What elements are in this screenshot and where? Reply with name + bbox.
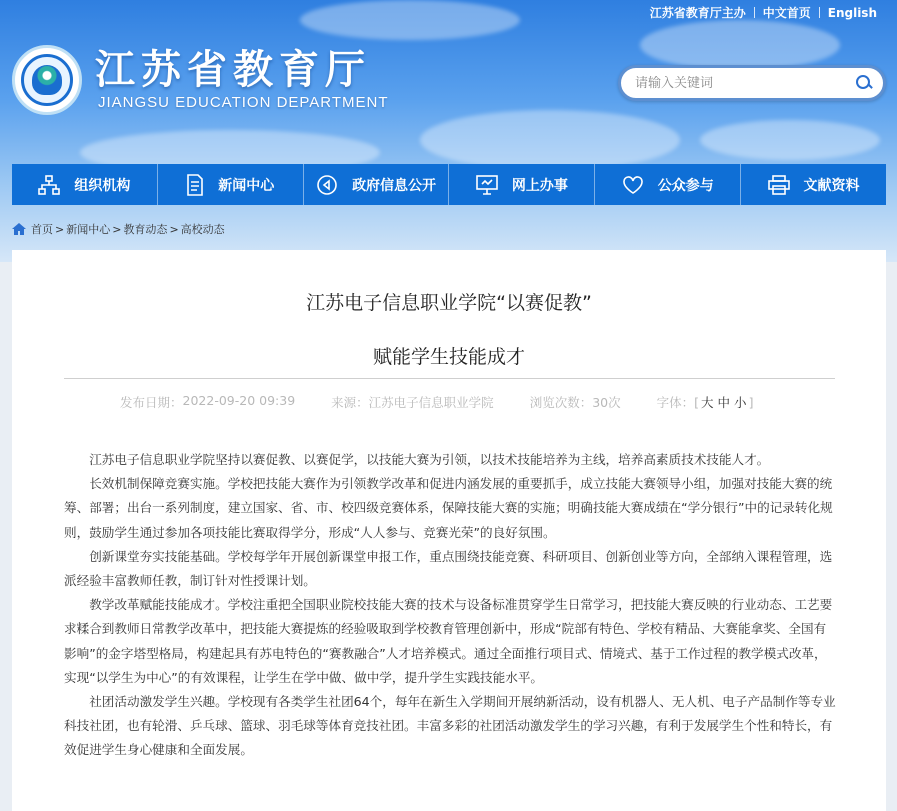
font-label: 字体：: [656, 395, 695, 410]
breadcrumb-university-news[interactable]: 高校动态: [180, 223, 225, 236]
nav-label: 政府信息公开: [352, 177, 437, 194]
home-icon: [12, 223, 26, 235]
document-icon: [186, 174, 204, 196]
logo-emblem-icon: [21, 54, 73, 106]
nav-item-gov-info[interactable]: [304, 164, 450, 205]
breadcrumb-news-center[interactable]: 新闻中心: [66, 223, 111, 236]
main-nav: [12, 164, 886, 205]
breadcrumb-separator: >: [169, 222, 179, 236]
breadcrumb-education-news[interactable]: 教育动态: [123, 223, 168, 236]
search-box: [618, 65, 886, 101]
article-paragraph: 教学改革赋能技能成才。学校注重把全国职业院校技能大赛的技术与设备标准贯穿学生日常学习，把技能大赛反映的行业动态、工艺要求糅合到教师日常教学改革中，把技能大赛提炼的经验吸取到学校教育管理创新中，形成“院部有特色、学校有精品、大赛能拿奖、全国有影响”的金字塔型格局，构建起具有苏电特色的“赛教融合”人才培养模式。通过全面推行项目式、情境式、基于工作过程的教学模式改革，实现“以学生为中心”的有效课程，让学生在学中做、做中学，提升学生实践技能水平。: [64, 597, 833, 685]
article-paragraph: 长效机制保障竞赛实施。学校把技能大赛作为引领教学改革和促进内涵发展的重要抓手，成立技能大赛领导小组，加强对技能大赛的统筹、部署；出台一系列制度，建立国家、省、市、校四级竞赛体系，保障技能大赛的实施；明确技能大赛成绩在“学分银行”中的记录转化规则，鼓励学生通过参加各项技能比赛取得学分，形成“人人参与、竞赛光荣”的良好氛围。: [64, 476, 833, 540]
publish-date: 2022-09-20 09:39: [182, 393, 296, 408]
article-meta: [120, 393, 753, 411]
host-link[interactable]: 江苏省教育厅主办: [649, 6, 746, 20]
site-title[interactable]: 江苏省教育厅: [95, 47, 371, 93]
article-paragraph: 江苏电子信息职业学院坚持以赛促教、以赛促学，以技能大赛为引领，以技术技能培养为主线，培养高素质技术技能人才。: [89, 452, 770, 467]
nav-item-online-service[interactable]: [449, 164, 595, 205]
font-small-button[interactable]: 小: [734, 395, 747, 410]
nav-item-public-participation[interactable]: [595, 164, 741, 205]
article-paragraph: 社团活动激发学生兴趣。学校现有各类学生社团64个，每年在新生入学期间开展纳新活动，设有机器人、无人机、电子产品制作等专业科技社团，也有轮滑、乒乓球、篮球、羽毛球等体育竞技社团。丰富多彩的社团活动激发学生的学习兴趣，有利于发展学生个性和特长，有效促进学生身心健康和全面发展。: [64, 694, 836, 758]
breadcrumb-home[interactable]: 首页: [31, 223, 53, 236]
nav-label: 网上办事: [511, 177, 568, 194]
title-divider: [64, 378, 835, 379]
article-title-line1: 江苏电子信息职业学院“以赛促教”: [306, 292, 592, 314]
source-label: 来源：: [331, 395, 369, 410]
nav-item-news[interactable]: [158, 164, 304, 205]
font-large-button[interactable]: 大: [701, 395, 714, 410]
breadcrumb: [12, 221, 227, 237]
org-chart-icon: [38, 175, 60, 195]
font-medium-button[interactable]: 中: [717, 395, 731, 410]
monitor-icon: [476, 175, 498, 195]
chinese-home-link[interactable]: 中文首页: [762, 6, 811, 20]
breadcrumb-separator: >: [55, 222, 65, 236]
search-icon[interactable]: [855, 74, 873, 92]
megaphone-icon: [316, 174, 338, 196]
article-container: [12, 250, 886, 811]
views-label: 浏览次数：: [529, 395, 593, 410]
date-label: 发布日期：: [120, 395, 183, 410]
heart-icon: [622, 175, 644, 195]
nav-label: 文献资料: [803, 177, 860, 194]
view-count: 30次: [592, 395, 621, 410]
english-link[interactable]: English: [827, 5, 877, 20]
breadcrumb-separator: >: [112, 222, 122, 236]
search-input[interactable]: [635, 76, 855, 91]
article-source: 江苏电子信息职业学院: [368, 395, 494, 410]
nav-item-documents[interactable]: [741, 164, 886, 205]
site-title-english: JIANGSU EDUCATION DEPARTMENT: [98, 94, 389, 111]
font-size-control: 字体：[ 大 中 小 ]: [656, 395, 754, 410]
nav-label: 公众参与: [657, 177, 714, 194]
article-body: [64, 448, 838, 763]
article-title-line2: 赋能学生技能成才: [372, 346, 525, 368]
nav-label: 组织机构: [74, 177, 131, 194]
nav-label: 新闻中心: [218, 177, 275, 194]
top-links: [642, 4, 885, 21]
nav-item-organization[interactable]: [12, 164, 158, 205]
article-paragraph: 创新课堂夯实技能基础。学校每学年开展创新课堂申报工作，重点围绕技能竞赛、科研项目、创新创业等方向，全部纳入课程管理，选派经验丰富教师任教，制订针对性授课计划。: [64, 548, 833, 589]
printer-icon: [768, 175, 790, 195]
site-logo[interactable]: [12, 45, 82, 115]
